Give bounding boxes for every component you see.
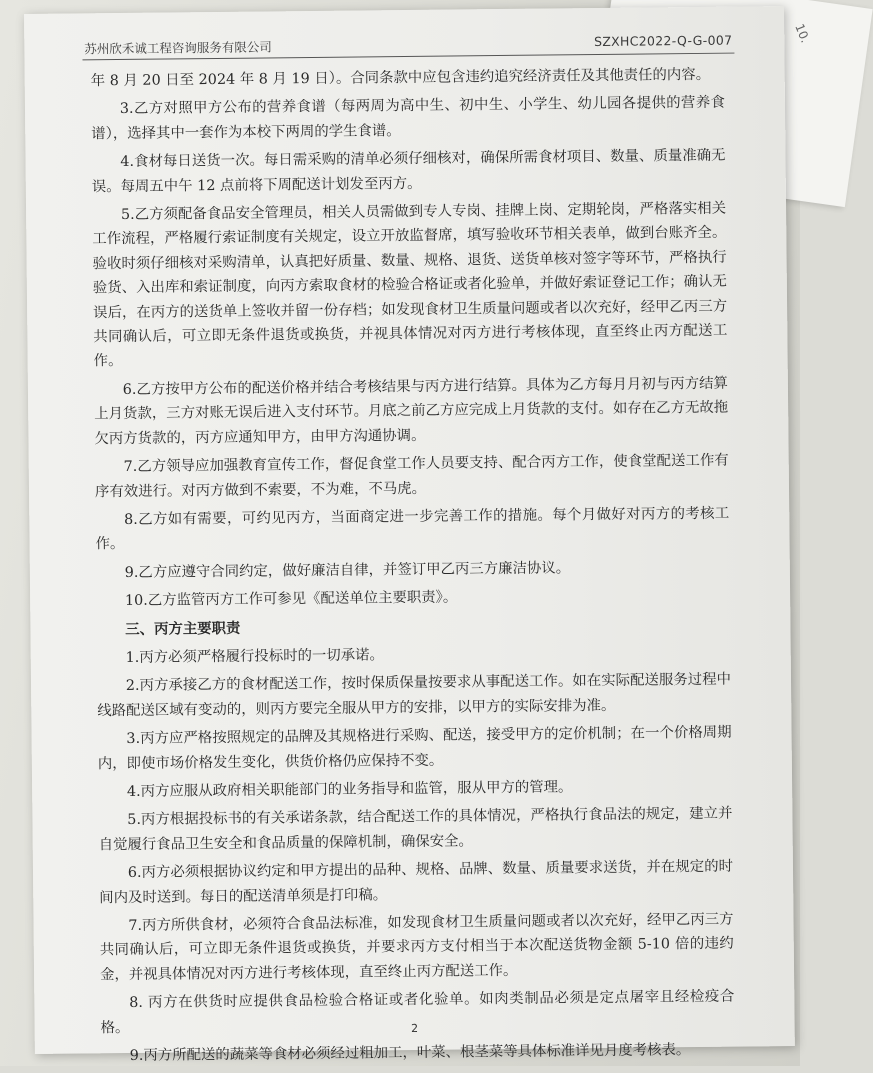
paragraph-b4: 4.食材每日送货一次。每日需采购的清单必须仔细核对，确保所需食材项目、数量、质量准确无误。每周五中午 12 点前将下周配送计划发至丙方。 [91, 147, 726, 195]
page-number: 2 [411, 1021, 419, 1036]
document-body [91, 63, 735, 1073]
paragraph-c5: 5.丙方根据投标书的有关承诺条款，结合配送工作的具体情况，严格执行食品法的规定，建立并自觉履行食品卫生安全和食品质量的保障机制，确保安全。 [98, 806, 733, 854]
paragraph-b8: 8.乙方如有需要，可约见丙方，当面商定进一步完善工作的措施。每个月做好对丙方的考核工作。 [95, 505, 730, 553]
paragraph-c4: 4.丙方应服从政府相关职能部门的业务指导和监管，服从甲方的管理。 [126, 779, 573, 800]
paragraph-c6: 6.丙方必须根据协议约定和甲方提出的品种、规格、品牌、数量、质量要求送货，并在规定的时间内及时送到。每日的配送清单须是打印稿。 [99, 858, 734, 906]
paragraph-b10: 10.乙方监管丙方工作可参见《配送单位主要职责》。 [124, 589, 458, 610]
paragraph-b6: 6.乙方按甲方公布的配送价格并结合考核结果与丙方进行结算。具体为乙方每月月初与丙方结算上月货款，三方对账无误后进入支付环节。月底之前乙方应完成上月货款的支付。如存在乙方无故拖欠丙方货款的，丙方应通知甲方，由甲方沟通协调。 [94, 375, 729, 447]
paragraph-b3: 3.乙方对照甲方公布的营养食谱（每两周为高中生、初中生、小学生、幼儿园各提供的营养食谱），选择其中一套作为本校下两周的学生食谱。 [91, 95, 726, 143]
paragraph-c1: 1.丙方必须严格履行投标时的一切承诺。 [125, 647, 384, 666]
paragraph-b7: 7.乙方领导应加强教育宣传工作，督促食堂工作人员要支持、配合丙方工作，使食堂配送工作有序有效进行。对丙方做到不索要，不为难，不马虎。 [94, 452, 729, 500]
paragraph-c2: 2.丙方承接乙方的食材配送工作，按时保质保量按要求从事配送工作。如在实际配送服务过程中线路配送区域有变动的，则丙方要完全服从甲方的安排，以甲方的实际安排为准。 [97, 671, 732, 720]
paragraph-c8: 8. 丙方在供货时应提供食品检验合格证或者化验单。如肉类制品必须是定点屠宰且经检疫合格。 [100, 988, 735, 1036]
paragraph-b9: 9.乙方应遵守合同约定，做好廉洁自律，并签订甲乙丙三方廉洁协议。 [124, 560, 571, 581]
section-heading: 三、丙方主要职责 [125, 619, 241, 638]
page-header [82, 29, 734, 61]
paragraph-c9: 9.丙方所配送的蔬菜等食材必须经过粗加工，叶菜、根茎菜等具体标准详见月度考核表。 [129, 1042, 691, 1064]
paragraph-b5: 5.乙方须配备食品安全管理员，相关人员需做到专人专岗、挂牌上岗、定期轮岗，严格落实相关工作流程，严格履行索证制度有关规定，设立开放监督席，填写验收环节相关表单，做到台账齐全。验收时须仔细核对采购清单，认真把好质量、数量、规格、退货、送货单核对签字等环节，严格执行验货、入出库和索证制度，向丙方索取食材的检验合格证或者化验单，并做好索证登记工作；确认无误后，在丙方的送货单上签收并留一份存档；如发现食材卫生质量问题或者以次充好，经甲乙丙三方共同确认后，可立即无条件退货或换货，并视具体情况对丙方进行考核体现，直至终止丙方配送工作。 [92, 200, 728, 370]
document-page [24, 6, 795, 1064]
paragraph-continuation: 年 8 月 20 日至 2024 年 8 月 19 日）。合同条款中应包含违约追究经济责任及其他责任的内容。 [90, 66, 711, 90]
paragraph-c3: 3.丙方应严格按照规定的品牌及其规格进行采购、配送，接受甲方的定价机制；在一个价格周期内，即使市场价格发生变化，供货价格仍应保持不变。 [97, 724, 732, 772]
paragraph-c7: 7.丙方所供食材，必须符合食品法标准，如发现食材卫生质量问题或者以次充好，经甲乙丙三方共同确认后，可立即无条件退货或换货，并要求丙方支付相当于本次配送货物金额 5-10 倍的违约金，并视具体情况对丙方进行考核体现，直至终止丙方配送工作。 [99, 911, 734, 984]
document-code: SZXHC2022-Q-G-007 [593, 32, 733, 50]
underlying-sheet-number: 10. [792, 21, 813, 45]
company-name: 苏州欣禾诚工程咨询服务有限公司 [84, 39, 272, 57]
